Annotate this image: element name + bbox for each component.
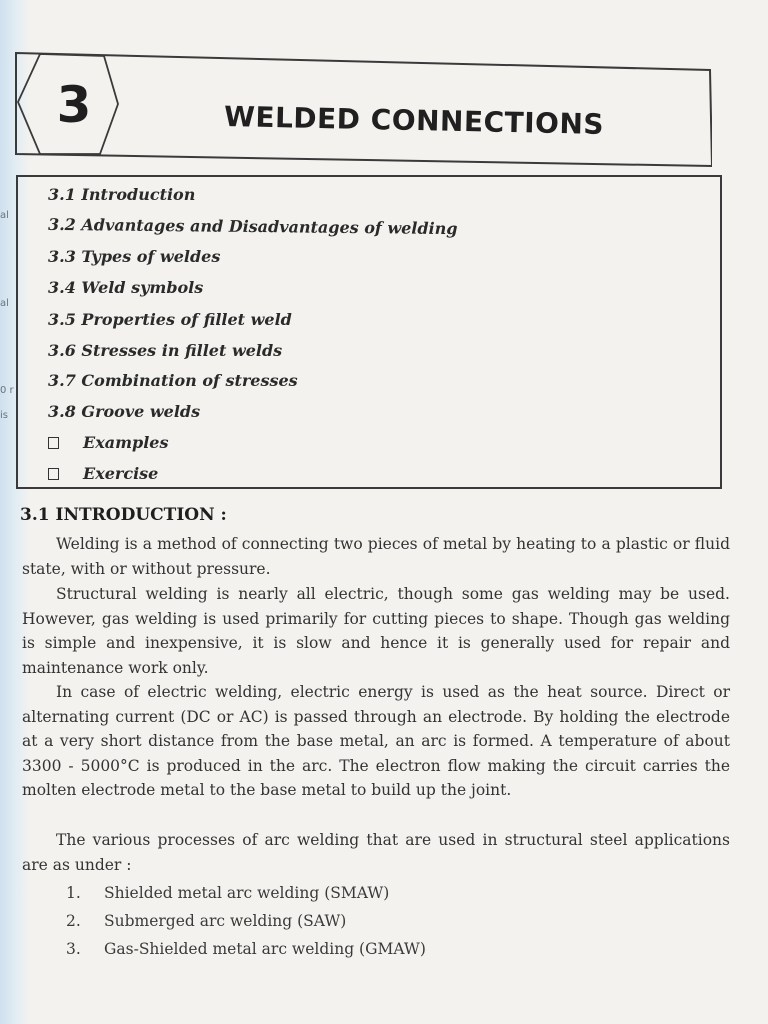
toc-item: 3.3 Types of weldes: [48, 247, 221, 266]
margin-fragment: is: [0, 410, 8, 421]
paragraph: Welding is a method of connecting two pieces of metal by heating to a plastic or fluid state, with or without pressure.: [22, 535, 730, 578]
margin-fragment: 0 r: [0, 385, 14, 396]
toc-item: 3.5 Properties of fillet weld: [48, 310, 292, 329]
paragraph: Structural welding is nearly all electric, though some gas welding may be used. However, gas welding is used primarily for cutting pieces to shape. Though gas welding is simple and inexpensive, it is slow and hence it is generally used for repair and maintenance work only.: [22, 585, 730, 677]
toc-item: Exercise: [48, 464, 158, 483]
checkbox-bullet-icon: [48, 468, 59, 480]
chapter-number: 3: [56, 76, 92, 134]
list-item: 2. Submerged arc welding (SAW): [66, 912, 347, 930]
toc-item: 3.6 Stresses in fillet welds: [48, 341, 283, 360]
toc-item: Examples: [48, 433, 168, 452]
checkbox-bullet-icon: [48, 437, 59, 449]
table-of-contents: [16, 175, 722, 489]
list-item: 3. Gas-Shielded metal arc welding (GMAW): [66, 940, 426, 958]
toc-item: 3.7 Combination of stresses: [48, 371, 298, 390]
list-item: 1. Shielded metal arc welding (SMAW): [66, 884, 390, 902]
toc-item: 3.2 Advantages and Disadvantages of welding: [47, 214, 458, 239]
paragraph: In case of electric welding, electric energy is used as the heat source. Direct or alternating current (DC or AC) is passed through an electrode. By holding the electrode at a very short distance from the base metal, an arc is formed. A temperature of about 3300 - 5000°C is produced in the arc. The electron flow making the circuit carries the molten electrode metal to the base metal to build up the joint.: [22, 683, 730, 799]
section-heading: 3.1 INTRODUCTION :: [20, 505, 227, 525]
margin-fragment: al: [0, 298, 9, 309]
paragraph: The various processes of arc welding that are used in structural steel applications are as under :: [22, 831, 730, 874]
toc-item: 3.8 Groove welds: [48, 402, 201, 421]
chapter-title: WELDED CONNECTIONS: [223, 100, 605, 141]
toc-item: 3.1 Introduction: [48, 185, 196, 204]
chapter-header: [14, 50, 712, 168]
toc-item: 3.4 Weld symbols: [48, 278, 204, 297]
margin-fragment: al: [0, 210, 9, 221]
